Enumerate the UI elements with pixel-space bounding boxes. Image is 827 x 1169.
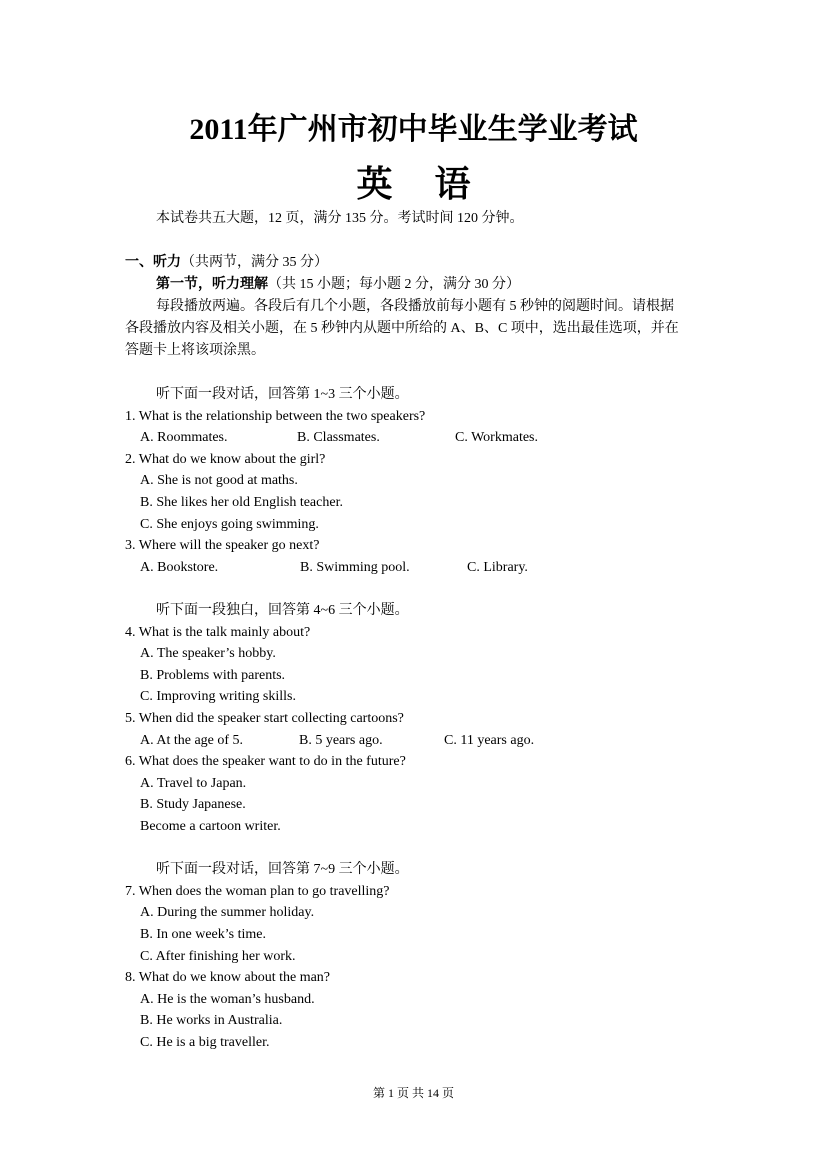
answer-option: A. She is not good at maths. (140, 473, 298, 488)
group-intro: 听下面一段对话，回答第 1~3 三个小题。 (156, 387, 409, 402)
answer-option: A. The speaker’s hobby. (140, 646, 276, 661)
page-footer: 第 1 页 共 14 页 (372, 1086, 454, 1100)
section-heading-note: （共两节，满分 35 分） (181, 255, 328, 270)
instructions-line: 答题卡上将该项涂黑。 (125, 343, 265, 358)
question-text: 5. When did the speaker start collecting cartoons? (125, 711, 404, 726)
answer-option: B. She likes her old English teacher. (140, 495, 343, 510)
answer-option: B. Study Japanese. (140, 797, 246, 812)
answer-option: C. Improving writing skills. (140, 689, 296, 704)
answer-option: A. He is the woman’s husband. (140, 992, 315, 1007)
question-text: 3. Where will the speaker go next? (125, 538, 320, 553)
exam-intro: 本试卷共五大题，12 页，满分 135 分。考试时间 120 分钟。 (156, 211, 524, 226)
instructions-line: 各段播放内容及相关小题，在 5 秒钟内从题中所给的 A、B、C 项中，选出最佳选项，并在 (125, 321, 679, 336)
question-text: 6. What does the speaker want to do in the future? (125, 754, 406, 769)
subject-title (0, 156, 827, 207)
answer-option: B. Classmates. (297, 430, 380, 445)
part-heading-label: 第一节，听力理解 (156, 277, 268, 292)
answer-option: C. He is a big traveller. (140, 1035, 270, 1050)
answer-option: C. 11 years ago. (444, 733, 535, 748)
answer-option: B. Swimming pool. (300, 560, 410, 575)
answer-option: C. Workmates. (455, 430, 538, 445)
answer-option: B. He works in Australia. (140, 1013, 283, 1028)
section-heading-label: 一、听力 (125, 255, 181, 270)
question-text: 4. What is the talk mainly about? (125, 625, 311, 640)
section-heading (125, 252, 328, 274)
answer-option: A. Bookstore. (140, 560, 219, 575)
part-heading-note: （共 15 小题；每小题 2 分，满分 30 分） (268, 277, 520, 292)
answer-option: C. After finishing her work. (140, 949, 296, 964)
answer-option: B. 5 years ago. (299, 733, 383, 748)
part-heading (156, 274, 520, 296)
answer-option: B. In one week’s time. (140, 927, 266, 942)
instructions-line: 每段播放两遍。各段后有几个小题，各段播放前每小题有 5 秒钟的阅题时间。请根据 (156, 299, 674, 314)
answer-option: A. Roommates. (140, 430, 228, 445)
answer-option: C. She enjoys going swimming. (140, 517, 319, 532)
answer-option: C. Library. (467, 560, 528, 575)
answer-option: B. Problems with parents. (140, 668, 286, 683)
question-text: 7. When does the woman plan to go travelling? (125, 884, 390, 899)
question-text: 2. What do we know about the girl? (125, 452, 326, 467)
question-text: 8. What do we know about the man? (125, 970, 331, 985)
answer-option: A. Travel to Japan. (140, 776, 247, 791)
exam-title: 2011年广州市初中毕业生学业考试 (189, 113, 638, 146)
answer-option: A. At the age of 5. (140, 733, 244, 748)
answer-option: A. During the summer holiday. (140, 905, 315, 920)
answer-option: Become a cartoon writer. (140, 819, 281, 834)
question-text: 1. What is the relationship between the two speakers? (125, 409, 426, 424)
group-intro: 听下面一段独白，回答第 4~6 三个小题。 (156, 603, 409, 618)
group-intro: 听下面一段对话，回答第 7~9 三个小题。 (156, 862, 409, 877)
subject-text: 英语 (356, 164, 513, 204)
